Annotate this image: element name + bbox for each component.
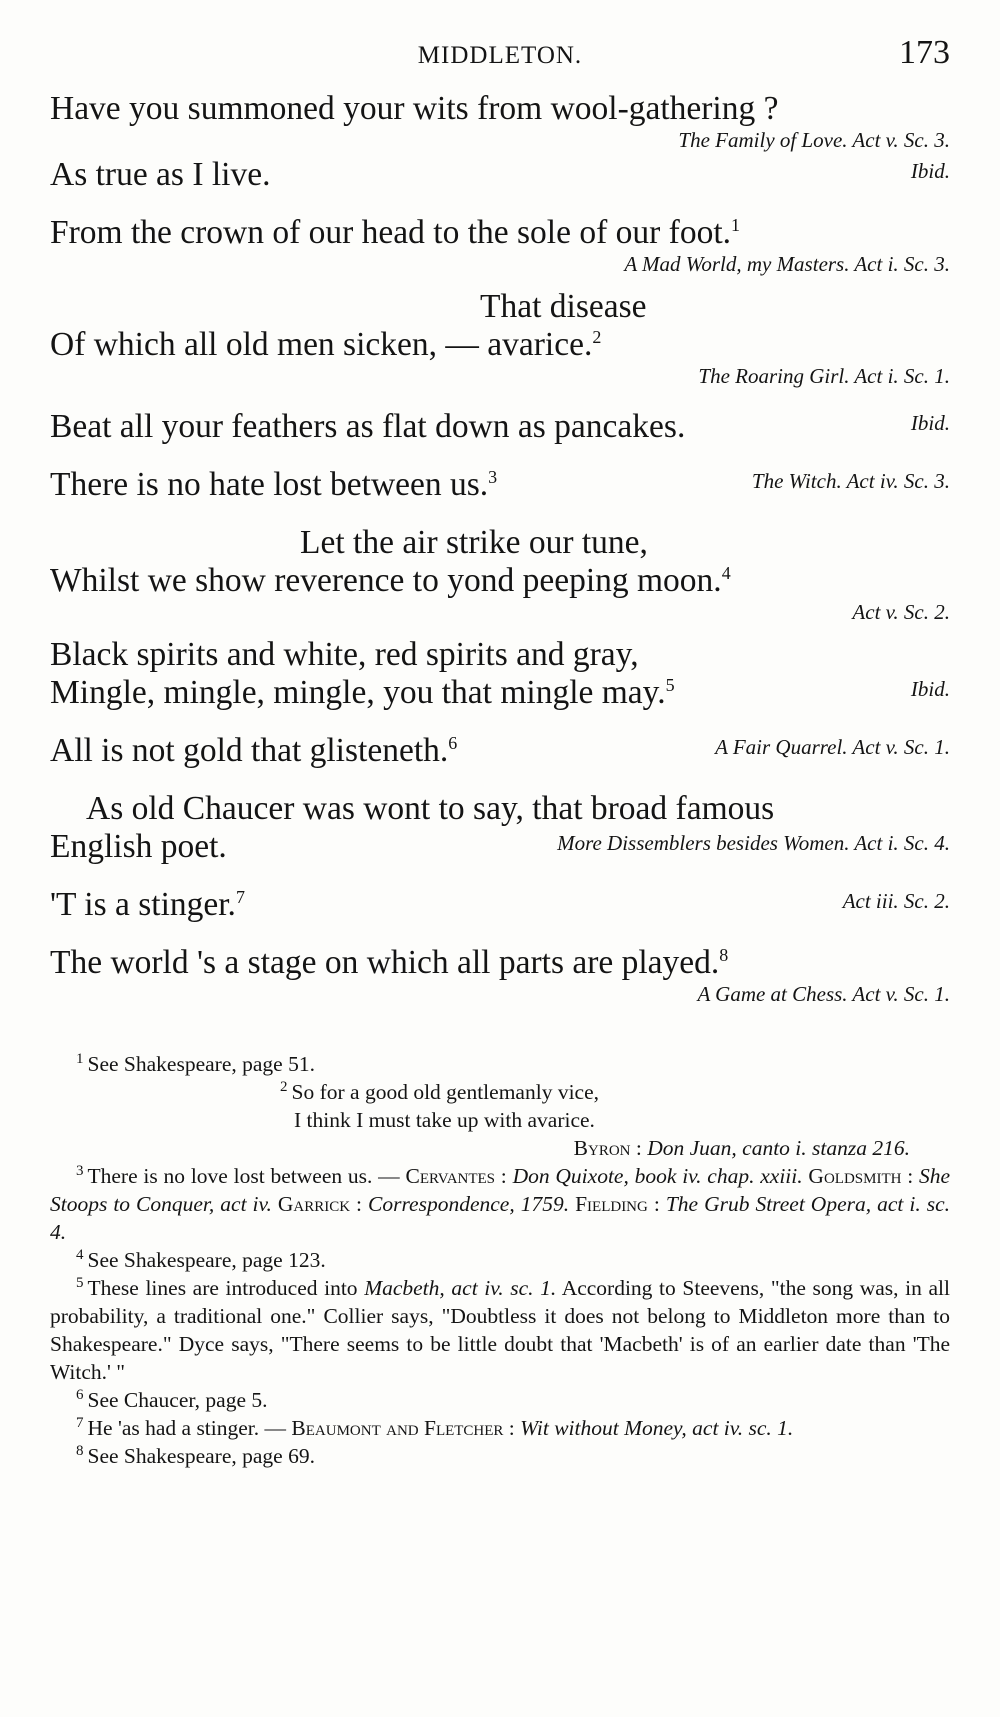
- footnote-ref: 1: [731, 214, 741, 235]
- footnote: $^2$ So for a good old gentlemanly vice,: [280, 1078, 599, 1104]
- footnote-ref: 8: [719, 944, 729, 965]
- quote-text: English poet.: [50, 828, 227, 865]
- citation: More Dissemblers besides Women. Act i. Sc. 4.: [557, 831, 950, 855]
- page-header: [50, 34, 950, 74]
- quote-text: Beat all your feathers as flat down as pancakes.: [50, 408, 686, 445]
- citation: Ibid.: [910, 159, 950, 183]
- quotation-line: As old Chaucer was wont to say, that broad famous: [86, 790, 775, 827]
- footnote-ref: 4: [721, 562, 731, 583]
- quotation: [50, 828, 950, 866]
- citation: The Family of Love. Act v. Sc. 3.: [678, 128, 950, 152]
- quote-text: All is not gold that glisteneth.: [50, 732, 449, 769]
- quote-text: The world 's a stage on which all parts are played.: [50, 944, 720, 981]
- footnote-ref: 2: [592, 326, 602, 347]
- footnote: $^5$ These lines are introduced into Macbeth, act iv. sc. 1. According to Steevens, "the song was, in all probability, a traditional one." Collier says, "Doubtless it does not belong to Middleton more than to Shakespeare." Dyce says, "There seems to be little doubt that 'Macbeth' is of an earlier date than 'The Witch.' ": [50, 1274, 950, 1384]
- citation: Act iii. Sc. 2.: [842, 889, 950, 913]
- citation: A Fair Quarrel. Act v. Sc. 1.: [715, 735, 950, 759]
- citation: A Mad World, my Masters. Act i. Sc. 3.: [624, 252, 950, 276]
- quotation: [50, 944, 950, 982]
- footnote: $^1$ See Shakespeare, page 51.: [76, 1050, 315, 1076]
- quote-text: Mingle, mingle, mingle, you that mingle may.: [50, 674, 666, 711]
- footnote: $^8$ See Shakespeare, page 69.: [76, 1442, 315, 1468]
- quote-text: From the crown of our head to the sole of our foot.: [50, 214, 732, 251]
- quotations: [50, 90, 950, 1006]
- quotation: [50, 326, 950, 364]
- footnote-line: I think I must take up with avarice.: [294, 1108, 595, 1132]
- quotation: [50, 408, 950, 446]
- quotation-line: Black spirits and white, red spirits and gray,: [50, 636, 639, 673]
- footnote-ref: 5: [665, 674, 675, 695]
- quote-text: As true as I live.: [50, 156, 271, 193]
- quotation: [50, 674, 950, 712]
- quotation: [50, 562, 950, 600]
- quote-text: Whilst we show reverence to yond peeping moon.: [50, 562, 722, 599]
- page-number: 173: [899, 34, 950, 71]
- quote-text: Of which all old men sicken, — avarice.: [50, 326, 593, 363]
- quotation: [50, 156, 950, 194]
- footnote-ref: 6: [448, 732, 458, 753]
- quotation-line: That disease: [480, 288, 647, 325]
- quotation: [50, 466, 950, 504]
- footnote-attribution: Byron : Don Juan, canto i. stanza 216.: [573, 1136, 910, 1160]
- quotation: [50, 90, 950, 128]
- footnote: $^6$ See Chaucer, page 5.: [76, 1386, 268, 1412]
- footnote-ref: 7: [235, 886, 245, 907]
- footnote-ref: 3: [488, 466, 498, 487]
- quote-text: 'T is a stinger.: [50, 886, 236, 923]
- citation: Ibid.: [910, 411, 950, 435]
- running-head: MIDDLETON.: [417, 42, 583, 69]
- citation: Ibid.: [910, 677, 950, 701]
- quotation: [50, 214, 950, 252]
- quotation: [50, 886, 950, 924]
- citation: Act v. Sc. 2.: [852, 600, 950, 624]
- quote-text: Have you summoned your wits from wool-gathering ?: [50, 90, 779, 127]
- footnote: $^3$ There is no love lost between us. — Cervantes : Don Quixote, book iv. chap. xxiii. Goldsmith : She Stoops to Conquer, act iv. Garrick : Correspondence, 1759. Fielding : The Grub Street Opera, act i. sc. 4.: [50, 1162, 951, 1244]
- footnotes: [50, 1050, 950, 1470]
- book-page: [50, 34, 950, 1470]
- citation: A Game at Chess. Act v. Sc. 1.: [697, 982, 950, 1006]
- citation: The Witch. Act iv. Sc. 3.: [751, 469, 950, 493]
- footnote: $^4$ See Shakespeare, page 123.: [76, 1246, 326, 1272]
- quotation-line: Let the air strike our tune,: [300, 524, 648, 561]
- quote-text: There is no hate lost between us.: [50, 466, 489, 503]
- quotation: [50, 732, 950, 770]
- footnote: $^7$ He 'as had a stinger. — Beaumont and Fletcher : Wit without Money, act iv. sc. 1.: [76, 1414, 794, 1440]
- citation: The Roaring Girl. Act i. Sc. 1.: [698, 364, 950, 388]
